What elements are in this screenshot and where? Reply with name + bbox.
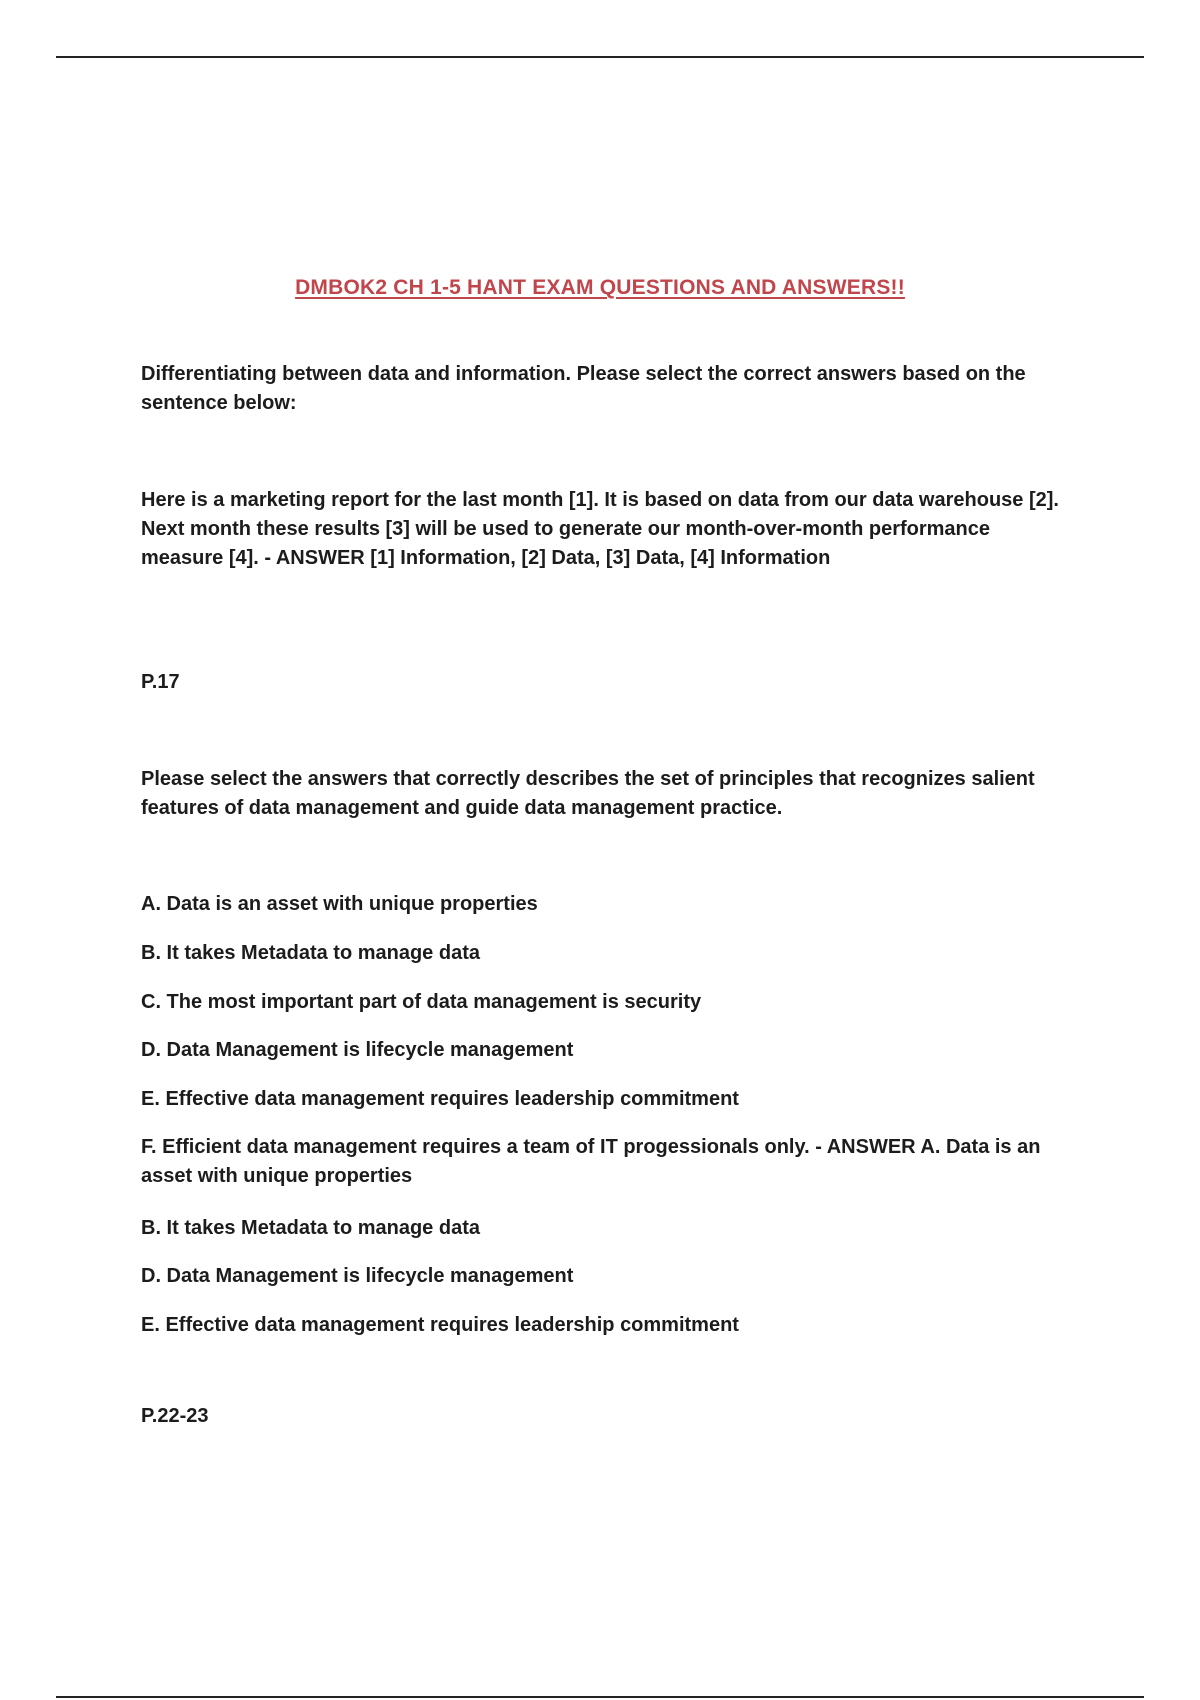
question-2-option-f: F. Efficient data management requires a team of IT progessionals only. - ANSWER A. Data is an asset with unique properties — [141, 1136, 1041, 1187]
footer-rule — [56, 1696, 1144, 1698]
question-1-page-ref: P.17 — [141, 671, 180, 693]
question-2-prompt: Please select the answers that correctly describes the set of principles that recognizes salient features of data management and guide data management practice. — [141, 768, 1035, 819]
question-1-prompt: Differentiating between data and information. Please select the correct answers based on the sentence below: — [141, 363, 1026, 414]
question-2-option-b: B. It takes Metadata to manage data — [141, 942, 480, 964]
question-2-option-e: E. Effective data management requires leadership commitment — [141, 1088, 739, 1110]
question-2-answer-b: B. It takes Metadata to manage data — [141, 1217, 480, 1239]
question-2-page-ref: P.22-23 — [141, 1405, 209, 1427]
question-2-option-a: A. Data is an asset with unique properties — [141, 893, 538, 915]
question-2-answer-d: D. Data Management is lifecycle management — [141, 1265, 574, 1287]
document-title: DMBOK2 CH 1-5 HANT EXAM QUESTIONS AND ANSWERS!! — [295, 276, 905, 300]
question-1-body: Here is a marketing report for the last month [1]. It is based on data from our data warehouse [2]. Next month these results [3] will be used to generate our month-over-month performance measure [4]. - ANSWER [1] Information, [2] Data, [3] Data, [4] Information — [141, 489, 1059, 569]
question-2-option-c: C. The most important part of data management is security — [141, 991, 702, 1013]
question-2-option-d: D. Data Management is lifecycle management — [141, 1039, 574, 1061]
question-2-answer-e: E. Effective data management requires leadership commitment — [141, 1314, 739, 1336]
header-rule — [56, 56, 1144, 58]
